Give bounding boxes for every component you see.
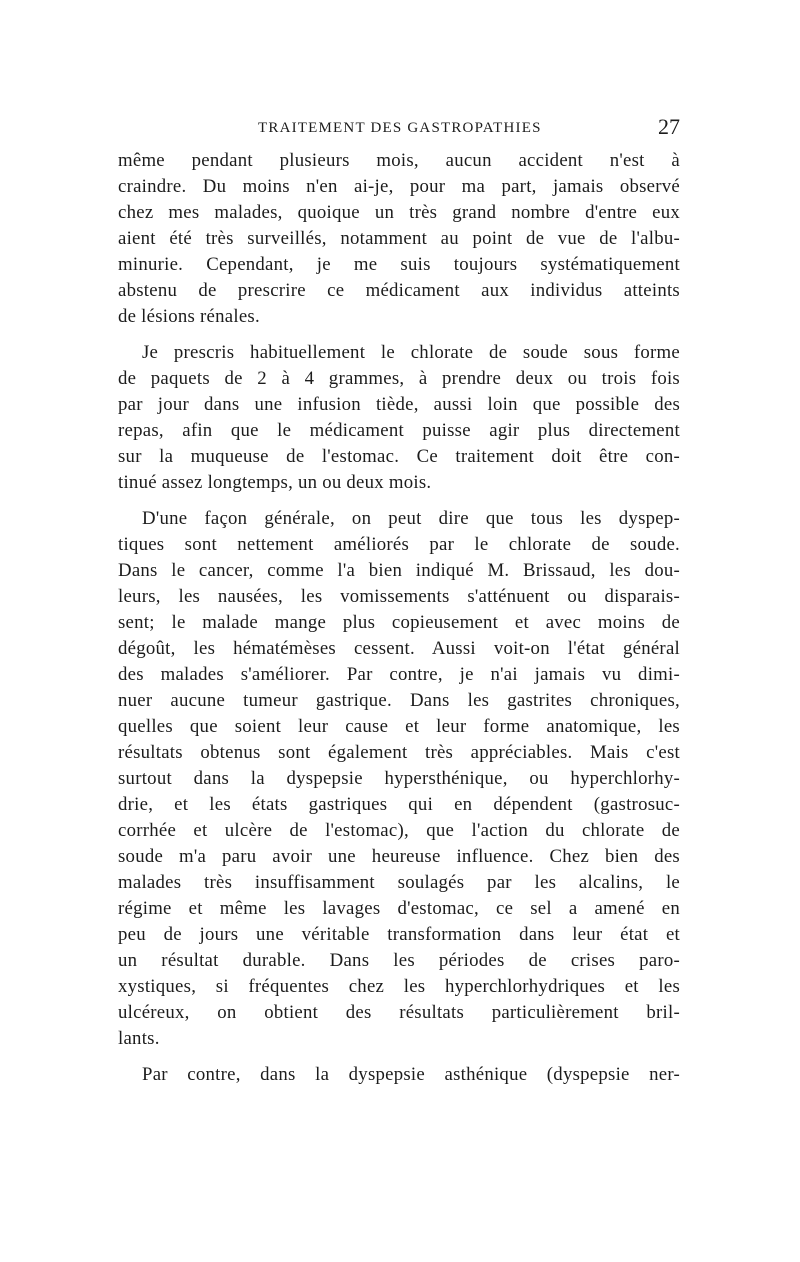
text-line: régime et même les lavages d'estomac, ce sel a amené en [118, 898, 680, 919]
text-line: ulcéreux, on obtient des résultats particulièrement bril- [118, 1002, 680, 1023]
text-line: de paquets de 2 à 4 grammes, à prendre deux ou trois fois [118, 368, 680, 389]
text-line: malades très insuffisamment soulagés par les alcalins, le [118, 872, 680, 893]
text-line: leurs, les nausées, les vomissements s'atténuent ou disparais- [118, 586, 680, 607]
text-line: résultats obtenus sont également très appréciables. Mais c'est [118, 742, 680, 763]
text-line: dégoût, les hématémèses cessent. Aussi voit-on l'état général [118, 638, 680, 659]
paragraph [118, 506, 680, 1052]
text-line: un résultat durable. Dans les périodes de crises paro- [118, 950, 680, 971]
text-line: par jour dans une infusion tiède, aussi loin que possible des [118, 394, 680, 415]
text-line: lants. [118, 1028, 160, 1049]
running-title: TRAITEMENT DES GASTROPATHIES [258, 120, 542, 136]
text-line: craindre. Du moins n'en ai-je, pour ma part, jamais observé [118, 176, 680, 197]
paragraph-gap [118, 496, 680, 506]
text-line: minurie. Cependant, je me suis toujours systématiquement [118, 254, 680, 275]
paragraph-gap [118, 1052, 680, 1062]
paragraph [118, 148, 680, 330]
text-line: tinué assez longtemps, un ou deux mois. [118, 472, 432, 493]
text-line: Dans le cancer, comme l'a bien indiqué M. Brissaud, les dou- [118, 560, 680, 581]
text-line: soude m'a paru avoir une heureuse influence. Chez bien des [118, 846, 680, 867]
text-line: abstenu de prescrire ce médicament aux individus atteints [118, 280, 680, 301]
paragraph [118, 340, 680, 496]
text-line: drie, et les états gastriques qui en dépendent (gastrosuc- [118, 794, 680, 815]
page-number: 27 [658, 114, 680, 139]
text-line: D'une façon générale, on peut dire que tous les dyspep- [142, 508, 680, 529]
text-line: repas, afin que le médicament puisse agir plus directement [118, 420, 680, 441]
text-line: Je prescris habituellement le chlorate de soude sous forme [142, 342, 680, 363]
body-text [118, 148, 680, 1088]
text-line: corrhée et ulcère de l'estomac), que l'action du chlorate de [118, 820, 680, 841]
text-line: Par contre, dans la dyspepsie asthénique (dyspepsie ner- [142, 1064, 680, 1085]
text-line: aient été très surveillés, notamment au point de vue de l'albu- [118, 228, 680, 249]
text-line: quelles que soient leur cause et leur forme anatomique, les [118, 716, 680, 737]
text-line: des malades s'améliorer. Par contre, je n'ai jamais vu dimi- [118, 664, 680, 685]
text-line: même pendant plusieurs mois, aucun accident n'est à [118, 150, 680, 171]
text-line: peu de jours une véritable transformation dans leur état et [118, 924, 680, 945]
text-line: de lésions rénales. [118, 306, 260, 327]
text-line: chez mes malades, quoique un très grand nombre d'entre eux [118, 202, 680, 223]
text-line: sent; le malade mange plus copieusement et avec moins de [118, 612, 680, 633]
text-line: xystiques, si fréquentes chez les hyperchlorhydriques et les [118, 976, 680, 997]
text-line: tiques sont nettement améliorés par le chlorate de soude. [118, 534, 680, 555]
text-line: sur la muqueuse de l'estomac. Ce traitement doit être con- [118, 446, 680, 467]
text-line: surtout dans la dyspepsie hypersthénique, ou hyperchlorhy- [118, 768, 680, 789]
running-header [118, 114, 680, 144]
text-line: nuer aucune tumeur gastrique. Dans les gastrites chroniques, [118, 690, 680, 711]
paragraph [118, 1062, 680, 1088]
paragraph-gap [118, 330, 680, 340]
